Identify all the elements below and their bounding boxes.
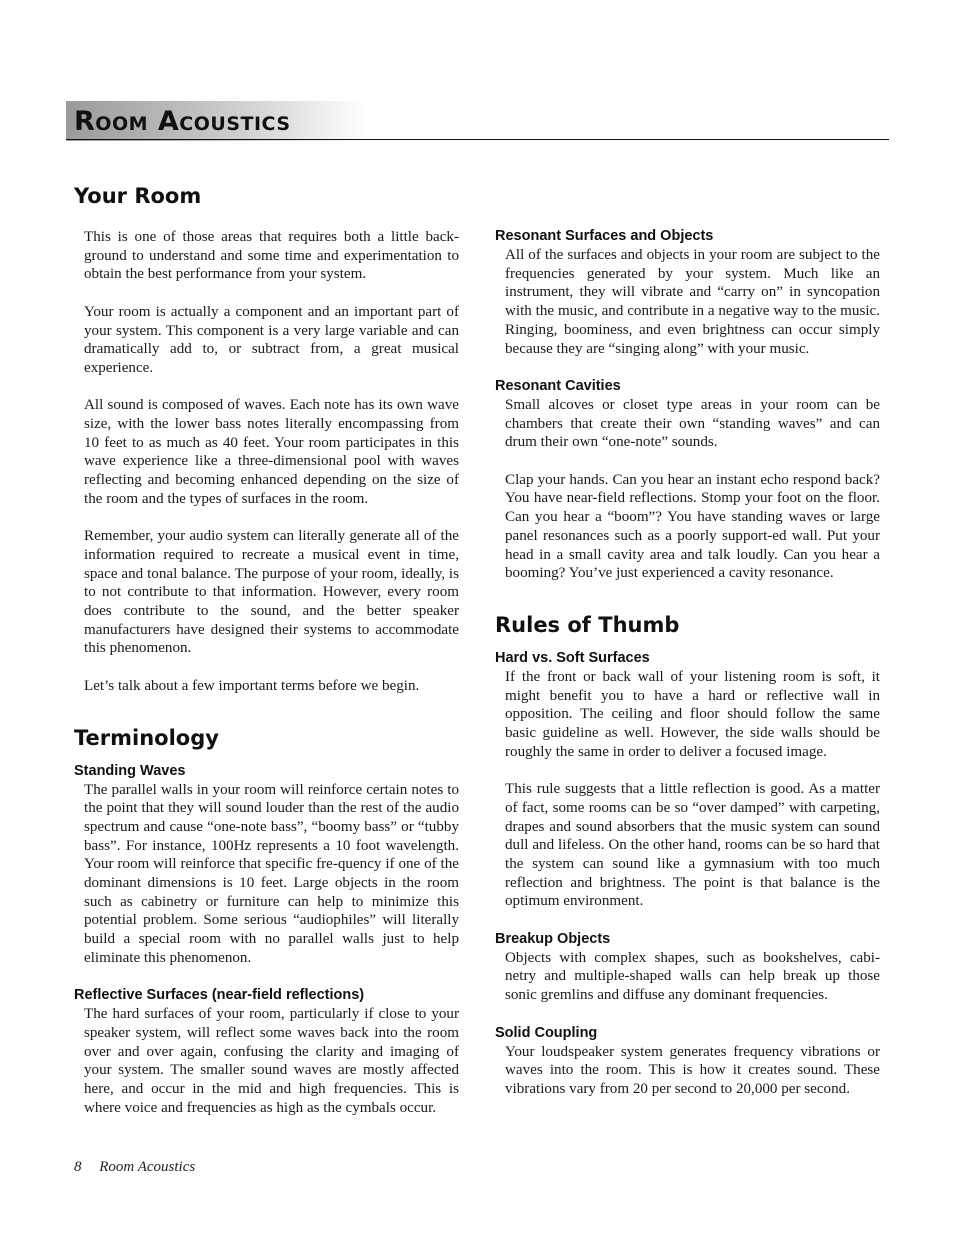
your-room-paragraph: Remember, your audio system can literally generate all of the information required to recreate a musical event in time, space and tonal balance. The purpose of your room, ideally, is to not contribute to that information. However, every room does contribute to the sound, and the better speaker manufacturers have designed their systems to accommodate this phenomenon. bbox=[84, 528, 459, 657]
breakup-objects-title: Breakup Objects bbox=[495, 930, 611, 947]
standing-waves-title: Standing Waves bbox=[74, 762, 186, 779]
hard-soft-text: If the front or back wall of your listening room is soft, it might benefit you to have a hard or reflective wall in opposition. The ceiling and floor should follow the same basic guideline as well. However, the side walls should be roughly the same in order to deliver a focused image. bbox=[505, 668, 880, 760]
terminology-heading: Terminology bbox=[74, 725, 219, 750]
reflective-surfaces-text: The hard surfaces of your room, particularly if close to your speaker system, will reflect some waves back into the room over and over again, confusing the clarity and imaging of your system. The smaller sound waves are mostly affected here, and occur in the mid and high frequencies. This is where voice and frequencies as high as the cymbals occur. bbox=[84, 1006, 459, 1116]
breakup-objects-text: Objects with complex shapes, such as bookshelves, cabi-netry and multiple-shaped walls can help break up those sonic gremlins and diffuse any dominant frequencies. bbox=[505, 949, 880, 1004]
footer-section: Room Acoustics bbox=[99, 1159, 196, 1175]
left-column bbox=[74, 182, 459, 1117]
resonant-surfaces-title: Resonant Surfaces and Objects bbox=[495, 228, 714, 244]
hard-soft-title: Hard vs. Soft Surfaces bbox=[495, 649, 650, 666]
your-room-paragraph: Let’s talk about a few important terms before we begin. bbox=[84, 677, 420, 694]
hard-soft-text-2: This rule suggests that a little reflection is good. As a matter of fact, some rooms can be so “over damped” with carpeting, drapes and sound absorbers that the music system can sound dull and lifeless. On the other hand, rooms can be so hard that the system can sound like a gymnasium with too much reflection and brightness. The point is that balance is the optimum environment. bbox=[505, 781, 880, 910]
resonant-cavities-title: Resonant Cavities bbox=[495, 377, 621, 394]
page-footer bbox=[74, 1159, 195, 1176]
standing-waves-text: The parallel walls in your room will reinforce certain notes to the point that they will sound louder than the rest of the audio spectrum and cause “one-note bass”, “boomy bass” or “tubby bass”. For instance, 100Hz represents a 10 foot wavelength. Your room will reinforce that specific fre-quency if one of the dominant dimensions is 10 feet. Large objects in the room such as cabinetry or furniture can help to minimize this potential problem. Some serious “audiophiles” will literally build a special room with no parallel walls just to help eliminate this phenomenon. bbox=[84, 781, 459, 966]
rules-of-thumb-heading: Rules of Thumb bbox=[495, 612, 680, 637]
your-room-paragraph: This is one of those areas that requires both a little back-ground to understand and some time and experimentation to obtain the best performance from your system. bbox=[84, 229, 459, 283]
title-rule bbox=[66, 139, 889, 140]
your-room-paragraph: All sound is composed of waves. Each note has its own wave size, with the lower bass notes literally encompassing from 10 feet to as much as 40 feet. Your room participates in this wave experience like a three-dimensional pool with waves reflecting and becoming enhanced depending on the size of the room and the types of surfaces in the room. bbox=[84, 397, 459, 507]
reflective-surfaces-title: Reflective Surfaces (near-field reflections) bbox=[74, 987, 365, 1004]
resonant-surfaces-text: All of the surfaces and objects in your room are subject to the frequencies generated by your system. Much like an instrument, they will vibrate and “carry on” in syncopation with the music, and contribute in a negative way to the music. Ringing, boominess, and even brightness can occur simply because they are “singing along” with your music. bbox=[505, 247, 880, 357]
solid-coupling-title: Solid Coupling bbox=[495, 1024, 598, 1041]
right-column bbox=[495, 227, 880, 1099]
solid-coupling-text: Your loudspeaker system generates frequency vibrations or waves into the room. This is how it creates sound. These vibrations vary from 20 per second to 20,000 per second. bbox=[505, 1043, 880, 1097]
your-room-paragraph: Your room is actually a component and an important part of your system. This component is a very large variable and can dramatically add to, or subtract from, a great musical experience. bbox=[84, 303, 459, 376]
page-title: Room Acoustics bbox=[74, 106, 291, 137]
resonant-cavities-text-2: Clap your hands. Can you hear an instant echo respond back? You have near-field reflections. Stomp your foot on the floor. Can you hear a “boom”? You have standing waves or large panel resonances such as a poorly support-ed wall. Put your head in a small cavity area and talk loudly. Can you hear a booming? You’ve just experienced a cavity resonance. bbox=[505, 471, 880, 582]
resonant-cavities-text: Small alcoves or closet type areas in your room can be chambers that create their own “standing waves” and can drum their own “one-note” sounds. bbox=[505, 396, 880, 451]
your-room-heading: Your Room bbox=[74, 184, 202, 208]
page-number: 8 bbox=[74, 1159, 82, 1175]
